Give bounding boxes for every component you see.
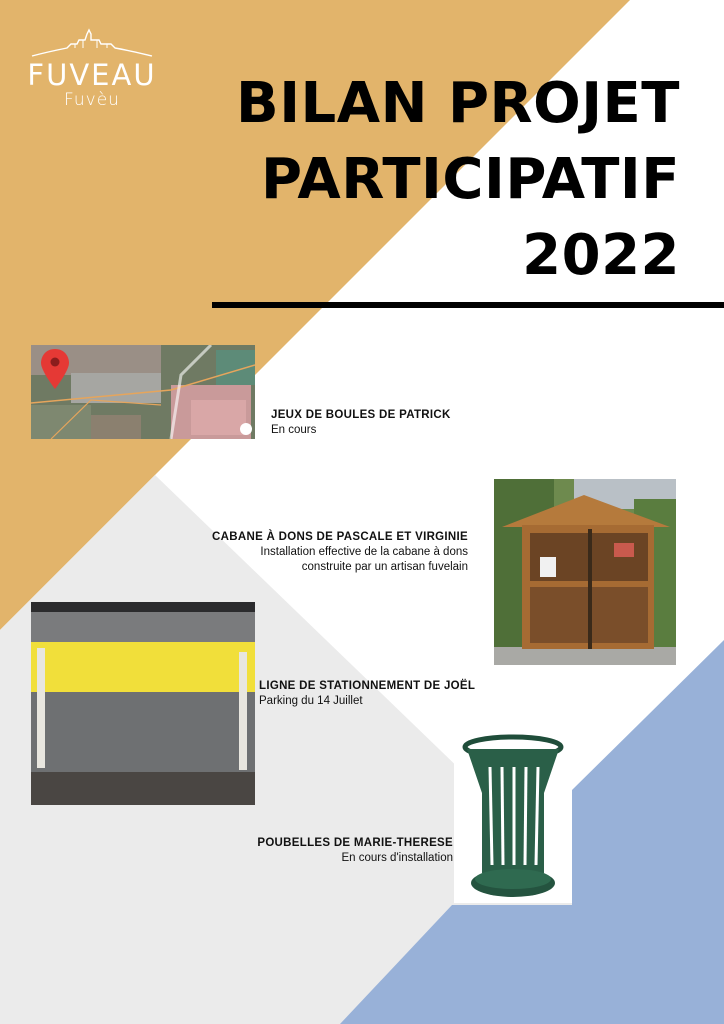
green-trash-bin-photo [454,733,572,903]
item-desc: En cours d'installation [341,852,453,864]
title-line-3: 2022 [522,223,680,288]
item-cabane [212,530,468,575]
item-desc-line-1: Installation effective de la cabane à dons [260,546,468,558]
item-desc-line-2: construite par un artisan fuvelain [301,561,468,573]
title-line-2: PARTICIPATIF [261,147,680,212]
map-aerial-photo [31,345,255,439]
page-title [236,66,680,294]
item-title: CABANE À DONS DE PASCALE ET VIRGINIE [212,531,468,543]
item-title: LIGNE DE STATIONNEMENT DE JOËL [259,680,476,692]
item-desc: Parking du 14 Juillet [259,695,363,707]
item-boules [271,408,451,438]
item-desc: En cours [271,424,317,436]
item-stationnement [259,679,475,709]
item-title: JEUX DE BOULES DE PATRICK [271,409,451,421]
fuveau-logo [22,26,162,126]
logo-name: FUVEAU [27,58,157,92]
title-line-1: BILAN PROJET [236,71,680,136]
wooden-cabin-photo [494,479,676,665]
title-underline [212,302,724,308]
parking-wall-photo [31,602,255,805]
item-poubelles [257,836,453,866]
item-title: POUBELLES DE MARIE-THERESE [257,837,453,849]
logo-subname: Fuvèu [64,90,120,110]
village-skyline-icon [27,26,157,60]
